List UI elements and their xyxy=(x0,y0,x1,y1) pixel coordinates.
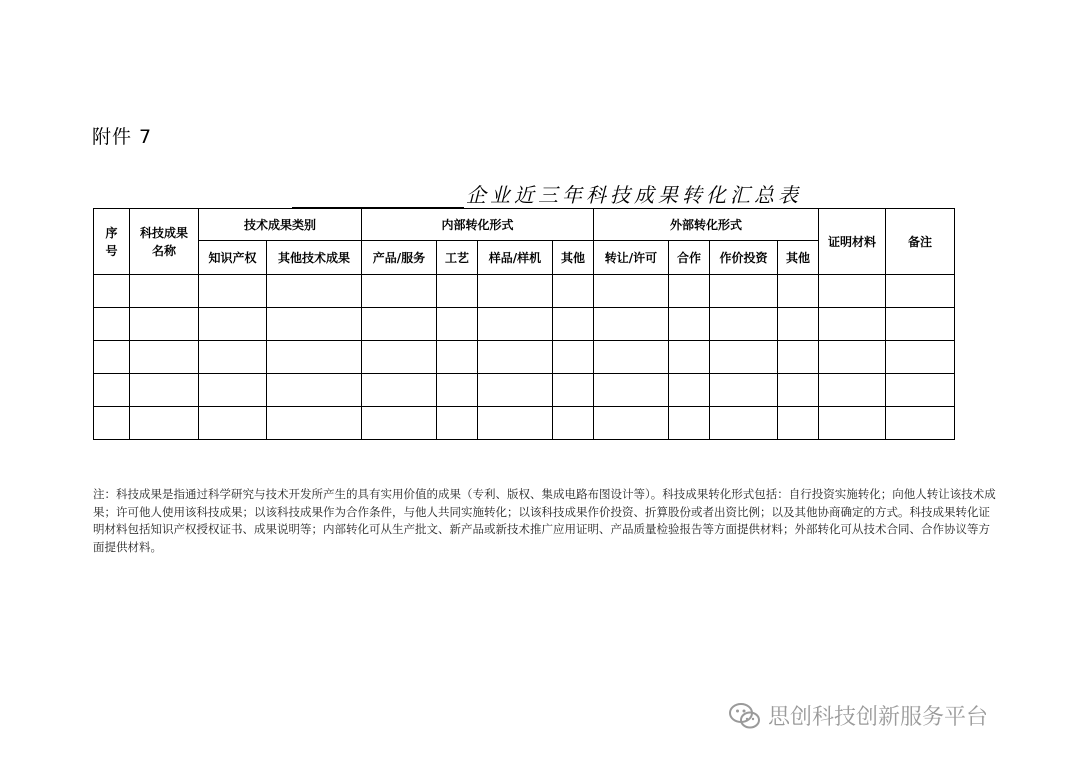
table-cell xyxy=(362,275,437,308)
page-title: 企业近三年科技成果转化汇总表 xyxy=(466,183,802,207)
table-cell xyxy=(669,341,710,374)
header-proof: 证明材料 xyxy=(819,209,886,275)
watermark-text: 思创科技创新服务平台 xyxy=(768,705,989,730)
header-process: 工艺 xyxy=(437,241,478,275)
table-row xyxy=(94,341,955,374)
header-transfer-license: 转让/许可 xyxy=(594,241,669,275)
table-cell xyxy=(94,308,130,341)
table-cell xyxy=(886,341,955,374)
table-cell xyxy=(478,275,553,308)
header-other-tech: 其他技术成果 xyxy=(267,241,362,275)
table-cell xyxy=(594,275,669,308)
table-cell xyxy=(594,374,669,407)
table-cell xyxy=(778,374,819,407)
header-cooperation: 合作 xyxy=(669,241,710,275)
table-cell xyxy=(362,407,437,440)
table-cell xyxy=(267,374,362,407)
table-cell xyxy=(130,341,199,374)
table-cell xyxy=(886,374,955,407)
table-cell xyxy=(710,308,778,341)
table-cell xyxy=(267,275,362,308)
table-cell xyxy=(478,341,553,374)
header-product-service: 产品/服务 xyxy=(362,241,437,275)
table-cell xyxy=(553,341,594,374)
summary-table xyxy=(93,208,955,440)
table-cell xyxy=(778,341,819,374)
table-cell xyxy=(710,275,778,308)
table-cell xyxy=(669,275,710,308)
table-cell xyxy=(886,308,955,341)
table-row xyxy=(94,374,955,407)
header-name: 科技成果名称 xyxy=(130,209,199,275)
table-cell xyxy=(362,374,437,407)
watermark xyxy=(728,700,988,731)
enterprise-name-blank xyxy=(292,187,464,208)
header-internal: 内部转化形式 xyxy=(362,209,594,241)
table-cell xyxy=(199,341,267,374)
title-row xyxy=(292,180,802,208)
table-cell xyxy=(553,308,594,341)
table-cell xyxy=(478,308,553,341)
table-cell xyxy=(778,308,819,341)
table-cell xyxy=(199,407,267,440)
table-cell xyxy=(819,308,886,341)
table-cell xyxy=(669,308,710,341)
table-row xyxy=(94,407,955,440)
table-cell xyxy=(267,341,362,374)
table-cell xyxy=(94,374,130,407)
table-cell xyxy=(199,275,267,308)
header-category: 技术成果类别 xyxy=(199,209,362,241)
table-cell xyxy=(553,407,594,440)
table-body xyxy=(94,275,955,440)
table-cell xyxy=(94,407,130,440)
table-cell xyxy=(594,407,669,440)
table-cell xyxy=(886,407,955,440)
table-cell xyxy=(362,341,437,374)
table-row xyxy=(94,275,955,308)
table-cell xyxy=(553,275,594,308)
table-cell xyxy=(669,407,710,440)
table-cell xyxy=(819,374,886,407)
table-cell xyxy=(478,374,553,407)
table-cell xyxy=(437,407,478,440)
table-cell xyxy=(437,308,478,341)
table-cell xyxy=(710,374,778,407)
table-cell xyxy=(669,374,710,407)
table-cell xyxy=(130,275,199,308)
table-cell xyxy=(478,407,553,440)
table-cell xyxy=(362,308,437,341)
table-cell xyxy=(553,374,594,407)
header-external: 外部转化形式 xyxy=(594,209,819,241)
header-seq: 序号 xyxy=(94,209,130,275)
table-cell xyxy=(710,407,778,440)
table-cell xyxy=(819,341,886,374)
header-remarks: 备注 xyxy=(886,209,955,275)
table-cell xyxy=(594,308,669,341)
table-row xyxy=(94,308,955,341)
header-ip: 知识产权 xyxy=(199,241,267,275)
table-cell xyxy=(437,275,478,308)
table-cell xyxy=(94,341,130,374)
table-cell xyxy=(819,275,886,308)
table-cell xyxy=(199,374,267,407)
attachment-label: 附件 7 xyxy=(92,126,153,148)
wechat-icon xyxy=(728,701,762,731)
table-cell xyxy=(94,275,130,308)
table-cell xyxy=(267,308,362,341)
footnote: 注：科技成果是指通过科学研究与技术开发所产生的具有实用价值的成果（专利、版权、集成电路布图设计等）。科技成果转化形式包括：自行投资实施转化；向他人转让该技术成果；许可他人使用该科技成果；以该科技成果作为合作条件，与他人共同实施转化；以该科技成果作价投资、折算股份或者出资比例；以及其他协商确定的方式。科技成果转化证明材料包括知识产权授权证书、成果说明等；内部转化可从生产批文、新产品或新技术推广应用证明、产品质量检验报告等方面提供材料；外部转化可从技术合同、合作协议等方面提供材料。 xyxy=(93,487,996,554)
table-cell xyxy=(199,308,267,341)
header-sample: 样品/样机 xyxy=(478,241,553,275)
table-cell xyxy=(819,407,886,440)
table-cell xyxy=(710,341,778,374)
table-cell xyxy=(886,275,955,308)
table-cell xyxy=(130,407,199,440)
table-cell xyxy=(437,341,478,374)
header-external-other: 其他 xyxy=(778,241,819,275)
header-equity: 作价投资 xyxy=(710,241,778,275)
table-cell xyxy=(267,407,362,440)
table-cell xyxy=(778,275,819,308)
table-cell xyxy=(130,374,199,407)
table-cell xyxy=(778,407,819,440)
table-cell xyxy=(594,341,669,374)
table-cell xyxy=(437,374,478,407)
table-cell xyxy=(130,308,199,341)
header-internal-other: 其他 xyxy=(553,241,594,275)
